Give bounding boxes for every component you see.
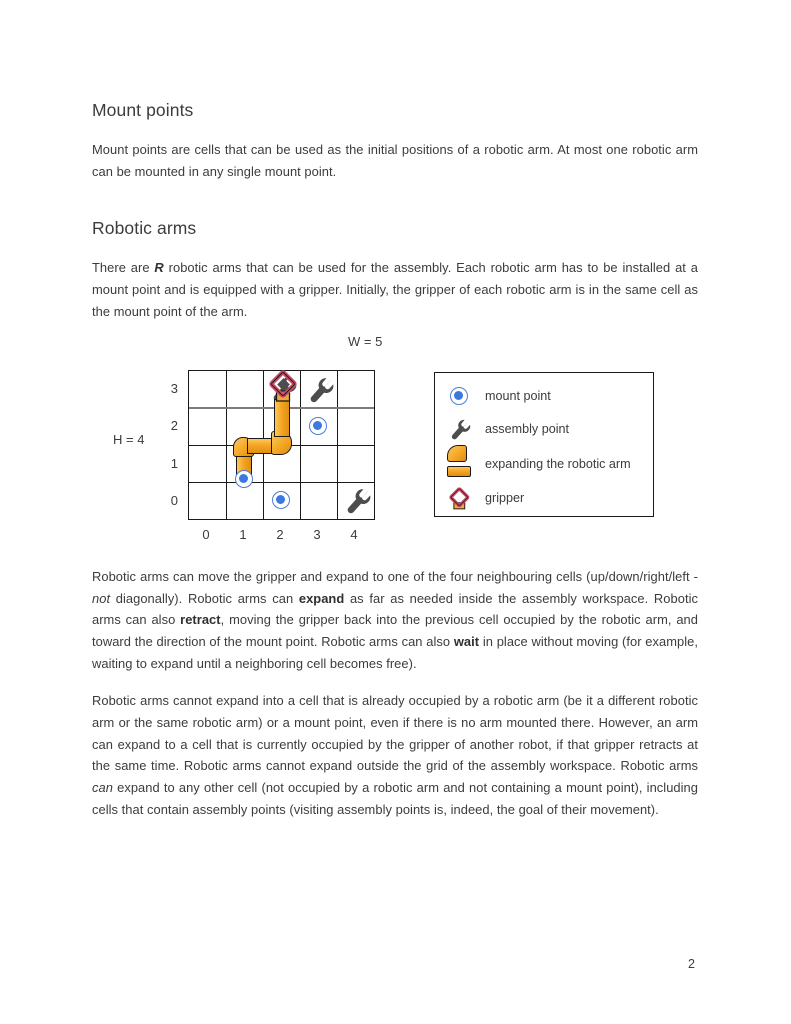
movement-i1: not bbox=[92, 590, 111, 606]
heading-mount-points: Mount points bbox=[92, 100, 194, 120]
grid-container bbox=[170, 370, 375, 542]
legend-item-assembly-point bbox=[445, 414, 569, 444]
grid-row-label: 3 bbox=[170, 381, 178, 396]
constraints-s1: Robotic arms cannot expand into a cell that is already occupied by a robotic arm (be it a different robotic arm or the same robotic arm) or a mount point, even if there is no arm mounted there. However, an arm can expand to a cell that is currently occupied by the gripper of another robot, if that gripper retracts at the same time. Robotic arms cannot expand outside the grid of the assembly workspace. Robotic arms bbox=[92, 693, 698, 774]
assembly-point-wrench-icon bbox=[445, 414, 475, 444]
constraints-i1: can bbox=[92, 780, 113, 796]
assembly-grid bbox=[188, 370, 375, 520]
grid-col-label: 0 bbox=[202, 527, 210, 542]
assembly-point-wrench-icon bbox=[338, 482, 375, 519]
movement-s3: as far as needed inside the assembly workspace. Robotic arms can also bbox=[92, 590, 698, 628]
expanding-arm-icon bbox=[445, 447, 475, 481]
heading-robotic-arms: Robotic arms bbox=[92, 218, 197, 239]
legend-item-expanding-arm bbox=[445, 447, 631, 481]
document-content bbox=[92, 100, 698, 338]
grid-row-label: 0 bbox=[170, 493, 178, 508]
legend-label: expanding the robotic arm bbox=[485, 457, 631, 471]
paragraph-constraints bbox=[92, 690, 698, 820]
grid-height-label: H = 4 bbox=[113, 432, 145, 447]
intro-text-part1: There are bbox=[92, 260, 155, 276]
grid-col-label: 3 bbox=[313, 527, 321, 542]
paragraph-mount-points: Mount points are cells that can be used as the initial positions of a robotic arm. At most one robotic arm can be mounted in any single mount point. bbox=[92, 142, 698, 179]
movement-s4: , moving the gripper back into the previous cell occupied by the robotic arm, and toward the direction of the mount point. Robotic arms can also bbox=[92, 612, 698, 650]
movement-s5: in place without moving (for example, waiting to expand until a neighboring cell becomes free). bbox=[92, 634, 698, 671]
movement-b2: retract bbox=[180, 612, 221, 628]
grid-col-label: 1 bbox=[239, 527, 247, 542]
paragraph-movement bbox=[92, 566, 698, 674]
intro-text-part2: robotic arms that can be used for the assembly. Each robotic arm has to be installed at a mount point and is equipped with a gripper. Initially, the gripper of each robotic arm is in the same cell as the mount point of the arm. bbox=[92, 260, 699, 319]
gripper-icon bbox=[445, 483, 475, 513]
page-number: 2 bbox=[688, 957, 695, 971]
mount-point-icon bbox=[309, 417, 327, 435]
figure-assembly-workspace bbox=[92, 330, 698, 550]
mount-point-icon bbox=[272, 491, 290, 509]
movement-s1: Robotic arms can move the gripper and expand to one of the four neighbouring cells (up/down/right/left - bbox=[92, 569, 698, 584]
movement-s2: diagonally). Robotic arms can bbox=[110, 590, 299, 606]
legend-item-gripper bbox=[445, 483, 524, 513]
legend-item-mount-point bbox=[445, 381, 551, 411]
grid-row-label: 2 bbox=[170, 418, 178, 433]
grid-col-label: 4 bbox=[350, 527, 358, 542]
legend-label: gripper bbox=[485, 491, 525, 505]
constraints-s2: expand to any other cell (not occupied by a robotic arm and not containing a mount point), including cells that contain assembly points (visiting assembly points is, indeed, the goal of their movement). bbox=[92, 780, 698, 817]
figure-legend bbox=[434, 372, 654, 517]
grid-width-label: W = 5 bbox=[348, 334, 383, 349]
grid-row-label: 1 bbox=[170, 456, 178, 471]
gripper-icon bbox=[261, 369, 305, 409]
document-content-lower bbox=[92, 566, 698, 820]
grid-col-label: 2 bbox=[276, 527, 284, 542]
movement-b3: wait bbox=[453, 634, 480, 650]
paragraph-robotic-arms-intro bbox=[92, 257, 698, 322]
symbol-R: R bbox=[154, 260, 164, 276]
mount-point-icon bbox=[235, 470, 253, 488]
legend-label: mount point bbox=[485, 389, 551, 403]
movement-b1: expand bbox=[298, 590, 345, 606]
section-spacer bbox=[92, 198, 698, 218]
legend-label: assembly point bbox=[485, 422, 569, 436]
assembly-point-wrench-icon bbox=[301, 371, 338, 408]
mount-point-icon bbox=[445, 381, 475, 411]
